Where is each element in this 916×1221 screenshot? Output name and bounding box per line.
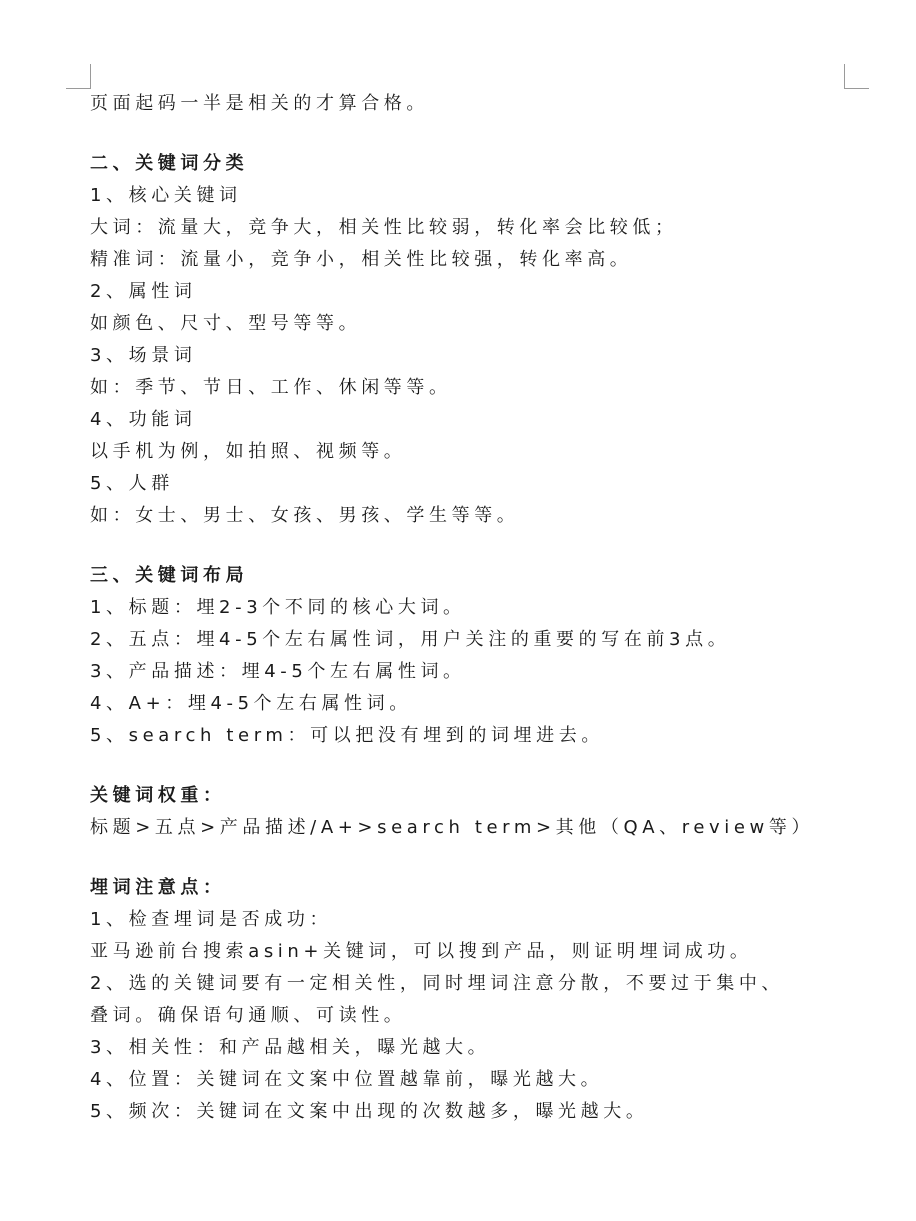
paragraph-gap [90,532,870,560]
body-text: 页面起码一半是相关的才算合格。 [90,93,429,114]
body-text: 如：季节、节日、工作、休闲等等。 [90,377,452,398]
margin-crop-mark-left [66,64,91,89]
list-item: 3、相关性：和产品越相关，曝光越大。 [90,1037,491,1058]
body-text: 标题>五点>产品描述/A+>search term>其他（QA、review等） [90,817,815,838]
list-item: 5、频次：关键词在文案中出现的次数越多，曝光越大。 [90,1101,649,1122]
body-text: 如：女士、男士、女孩、男孩、学生等等。 [90,505,520,526]
body-text: 叠词。确保语句通顺、可读性。 [90,1005,407,1026]
list-item-title: 4、功能词 [90,409,197,430]
list-item: 2、五点：埋4-5个左右属性词，用户关注的重要的写在前3点。 [90,629,731,650]
section-heading: 关键词权重： [90,785,226,806]
margin-crop-mark-right [844,64,869,89]
section-heading: 二、关键词分类 [90,153,249,174]
list-item: 3、产品描述：埋4-5个左右属性词。 [90,661,466,682]
body-text: 精准词：流量小，竞争小，相关性比较强，转化率高。 [90,249,633,270]
section-heading: 埋词注意点： [90,877,226,898]
list-item: 1、标题：埋2-3个不同的核心大词。 [90,597,466,618]
body-text: 以手机为例，如拍照、视频等。 [90,441,407,462]
list-item-title: 2、属性词 [90,281,197,302]
section-heading: 三、关键词布局 [90,565,249,586]
list-item: 1、检查埋词是否成功： [90,909,333,930]
list-item-title: 3、场景词 [90,345,197,366]
list-item: 4、A+：埋4-5个左右属性词。 [90,693,412,714]
list-item: 2、选的关键词要有一定相关性，同时埋词注意分散，不要过于集中、 [90,973,785,994]
paragraph-gap [90,120,870,148]
body-text: 亚马逊前台搜索asin+关键词，可以搜到产品，则证明埋词成功。 [90,941,753,962]
list-item: 5、search term：可以把没有埋到的词埋进去。 [90,725,604,746]
list-item-title: 1、核心关键词 [90,185,242,206]
document-body [90,88,870,1128]
paragraph-gap [90,752,870,780]
paragraph-gap [90,844,870,872]
list-item-title: 5、人群 [90,473,174,494]
body-text: 如颜色、尺寸、型号等等。 [90,313,362,334]
body-text: 大词：流量大，竞争大，相关性比较弱，转化率会比较低； [90,217,678,238]
list-item: 4、位置：关键词在文案中位置越靠前，曝光越大。 [90,1069,604,1090]
